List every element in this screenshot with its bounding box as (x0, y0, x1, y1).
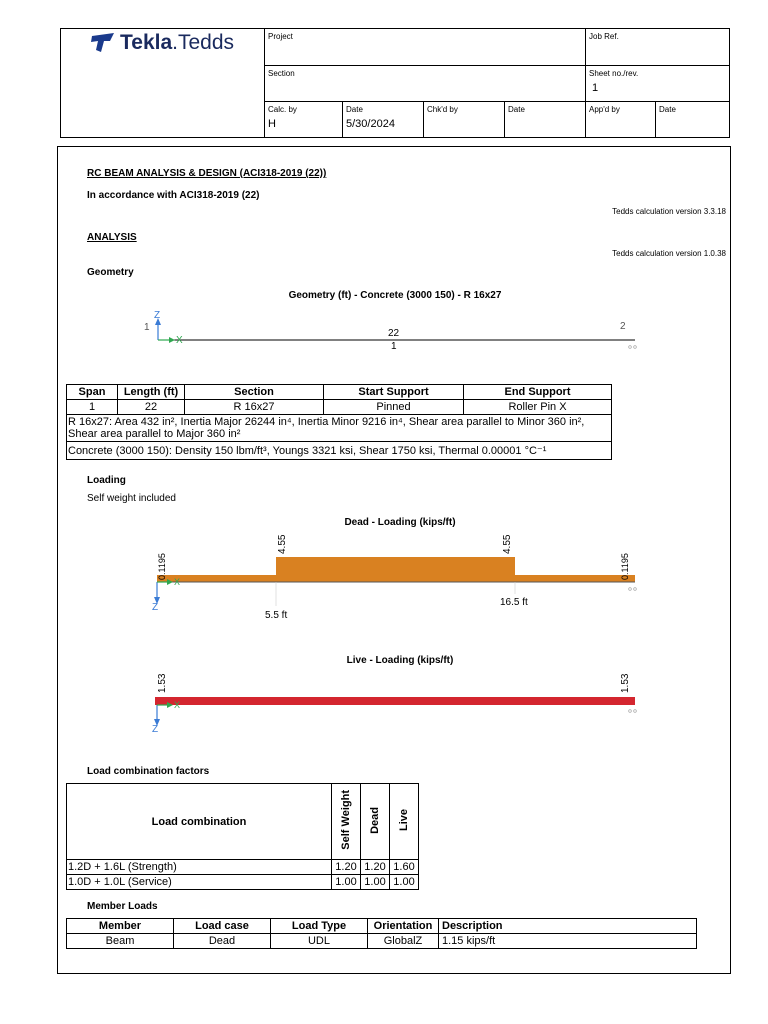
appd-by-label: App'd by (589, 105, 620, 114)
member-loads-table (66, 918, 697, 949)
job-ref-label: Job Ref. (589, 32, 619, 41)
doc-subtitle: In accordance with ACI318-2019 (22) (87, 190, 260, 201)
date3-label: Date (659, 105, 676, 114)
calc-by-label: Calc. by (268, 105, 297, 114)
span-col-span: Span (67, 385, 118, 400)
member-loads-heading: Member Loads (87, 901, 158, 912)
col-dead: Dead (369, 806, 381, 834)
span-col-start: Start Support (324, 385, 464, 400)
live-udl-bar (155, 697, 635, 705)
comb-self: 1.00 (332, 875, 361, 890)
ml-col-load-type: Load Type (271, 919, 368, 934)
span-col-section: Section (185, 385, 324, 400)
live-diagram-title: Live - Loading (kips/ft) (346, 655, 454, 666)
dead-end-value-right: 0.1195 (620, 553, 630, 580)
span-cell: Pinned (324, 400, 464, 415)
dead-axis-x: X (174, 577, 181, 587)
geom-axis-x: X (176, 335, 183, 346)
span-cell: 1 (67, 400, 118, 415)
project-label: Project (268, 32, 293, 41)
dead-axis-z: Z (152, 602, 159, 613)
ml-col-orientation: Orientation (368, 919, 439, 934)
col-live: Live (398, 808, 410, 831)
section-note-2: Shear area parallel to Major 360 in² (68, 428, 241, 440)
span-cell: R 16x27 (185, 400, 324, 415)
dead-diagram-title: Dead - Loading (kips/ft) (344, 517, 456, 528)
geometry-diagram-title: Geometry (ft) - Concrete (3000 150) - R 16x27 (288, 290, 502, 301)
ml-cell: GlobalZ (368, 934, 439, 949)
sheet-label: Sheet no./rev. (589, 69, 639, 78)
dead-peak-right: 4.55 (502, 534, 513, 554)
ml-col-description: Description (439, 919, 697, 934)
live-load-diagram (130, 665, 650, 740)
geometry-diagram (130, 300, 650, 360)
live-axis-z: Z (152, 724, 159, 735)
geom-node-1: 1 (144, 322, 150, 333)
date2-label: Date (508, 105, 525, 114)
section-label: Section (268, 69, 295, 78)
geom-member-label: 1 (391, 341, 397, 352)
ml-col-load-case: Load case (174, 919, 271, 934)
concrete-note: Concrete (3000 150): Density 150 lbm/ft³, Youngs 3321 ksi, Shear 1750 ksi, Thermal 0.00001 °C⁻¹ (67, 442, 612, 460)
ml-cell: Beam (67, 934, 174, 949)
dead-peak-left: 4.55 (277, 534, 288, 554)
dead-pos-left: 5.5 ft (265, 610, 288, 621)
span-table (66, 384, 612, 460)
table-row (67, 860, 419, 875)
chkd-by-label: Chk'd by (427, 105, 458, 114)
span-col-end: End Support (464, 385, 612, 400)
ml-cell: Dead (174, 934, 271, 949)
table-row (67, 875, 419, 890)
version-2: Tedds calculation version 1.0.38 (612, 249, 726, 258)
dead-pos-right: 16.5 ft (500, 597, 528, 608)
doc-title: RC BEAM ANALYSIS & DESIGN (ACI318-2019 (22)) (87, 168, 327, 179)
date-value: 5/30/2024 (346, 118, 395, 130)
date-label: Date (346, 105, 363, 114)
version-1: Tedds calculation version 3.3.18 (612, 207, 726, 216)
logo-product: Tedds (178, 31, 235, 54)
section-note-1: R 16x27: Area 432 in², Inertia Major 26244 in⁴, Inertia Minor 9216 in⁴, Shear area parallel to Minor 360 in², (68, 416, 585, 428)
calc-by-value: H (268, 118, 276, 130)
comb-name: 1.0D + 1.0L (Service) (67, 875, 332, 890)
comb-dead: 1.20 (361, 860, 390, 875)
live-axis-x: X (174, 700, 181, 710)
tekla-logo-icon (90, 32, 116, 54)
comb-self: 1.20 (332, 860, 361, 875)
span-cell: Roller Pin X (464, 400, 612, 415)
geom-axis-z: Z (154, 310, 161, 321)
analysis-heading: ANALYSIS (87, 232, 137, 243)
roller-support-icon (629, 346, 632, 349)
comb-live: 1.00 (390, 875, 419, 890)
dead-end-value-left: 0.1195 (157, 553, 167, 580)
col-self-weight: Self Weight (340, 790, 352, 850)
ml-col-member: Member (67, 919, 174, 934)
geometry-heading: Geometry (87, 267, 134, 278)
live-value-right: 1.53 (620, 673, 631, 693)
sheet-value: 1 (592, 82, 599, 94)
tekla-logo: Tekla . Tedds (90, 30, 234, 56)
dead-patch-load (276, 557, 515, 582)
geom-node-2: 2 (620, 321, 626, 332)
geom-span-length: 22 (388, 328, 400, 339)
loading-heading: Loading (87, 475, 126, 486)
comb-dead: 1.00 (361, 875, 390, 890)
live-value-left: 1.53 (157, 673, 168, 693)
comb-name: 1.2D + 1.6L (Strength) (67, 860, 332, 875)
self-weight-note: Self weight included (87, 493, 176, 504)
comb-live: 1.60 (390, 860, 419, 875)
table-row (67, 934, 697, 949)
section-note-cell (67, 415, 612, 442)
dead-load-diagram (130, 528, 650, 628)
span-col-length: Length (ft) (118, 385, 185, 400)
load-comb-header: Load combination (67, 784, 332, 860)
ml-cell: 1.15 kips/ft (439, 934, 697, 949)
ml-cell: UDL (271, 934, 368, 949)
logo-brand: Tekla (120, 31, 173, 54)
load-combination-table (66, 783, 419, 890)
table-row (67, 400, 612, 415)
load-comb-heading: Load combination factors (87, 766, 210, 777)
span-cell: 22 (118, 400, 185, 415)
